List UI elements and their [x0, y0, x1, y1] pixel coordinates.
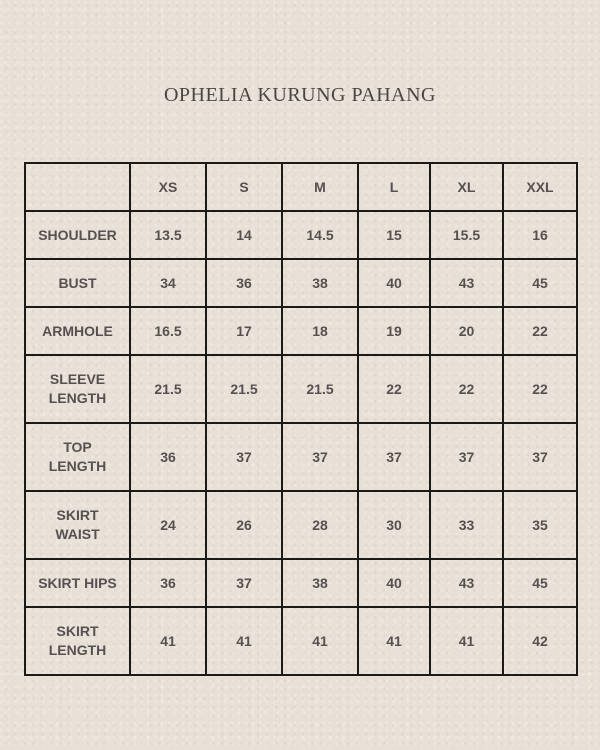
measurement-value: 26 — [206, 491, 282, 559]
measurement-value: 28 — [282, 491, 358, 559]
size-header-xxl: XXL — [503, 163, 577, 211]
measurement-value: 22 — [503, 355, 577, 423]
measurement-label — [25, 259, 130, 307]
label-line-2: WAIST — [55, 526, 100, 542]
measurement-value: 34 — [130, 259, 206, 307]
measurement-value: 41 — [130, 607, 206, 675]
label-line-2: LENGTH — [48, 390, 107, 406]
size-header-s: S — [206, 163, 282, 211]
measurement-label — [25, 355, 130, 423]
measurement-value: 38 — [282, 259, 358, 307]
measurement-value: 14.5 — [282, 211, 358, 259]
measurement-value: 43 — [430, 559, 503, 607]
measurement-value: 14 — [206, 211, 282, 259]
measurement-value: 37 — [206, 559, 282, 607]
label-line-1: SKIRT HIPS — [38, 574, 117, 591]
size-header-l: L — [358, 163, 430, 211]
measurement-value: 19 — [358, 307, 430, 355]
measurement-value: 45 — [503, 559, 577, 607]
measurement-value: 22 — [503, 307, 577, 355]
measurement-label — [25, 607, 130, 675]
measurement-value: 15.5 — [430, 211, 503, 259]
label-line-1: SKIRT — [56, 623, 99, 639]
label-line-1: SLEEVE — [49, 371, 106, 387]
measurement-value: 45 — [503, 259, 577, 307]
size-chart-table — [24, 162, 578, 676]
measurement-value: 21.5 — [282, 355, 358, 423]
measurement-value: 15 — [358, 211, 430, 259]
table-row — [25, 307, 577, 355]
corner-cell — [25, 163, 130, 211]
table-row — [25, 355, 577, 423]
label-line-2: LENGTH — [48, 642, 107, 658]
size-header-xl: XL — [430, 163, 503, 211]
measurement-value: 21.5 — [130, 355, 206, 423]
measurement-value: 22 — [358, 355, 430, 423]
label-line-2: LENGTH — [48, 458, 107, 474]
measurement-label — [25, 559, 130, 607]
measurement-value: 36 — [130, 559, 206, 607]
measurement-value: 22 — [430, 355, 503, 423]
header-row — [25, 163, 577, 211]
measurement-value: 21.5 — [206, 355, 282, 423]
table-row — [25, 559, 577, 607]
measurement-value: 36 — [130, 423, 206, 491]
table-row — [25, 607, 577, 675]
label-line-1: SHOULDER — [38, 226, 117, 243]
measurement-value: 41 — [430, 607, 503, 675]
measurement-value: 37 — [206, 423, 282, 491]
measurement-value: 37 — [358, 423, 430, 491]
measurement-value: 43 — [430, 259, 503, 307]
table-row — [25, 211, 577, 259]
measurement-value: 41 — [206, 607, 282, 675]
measurement-label — [25, 307, 130, 355]
measurement-value: 40 — [358, 559, 430, 607]
label-line-1: ARMHOLE — [42, 322, 113, 339]
measurement-value: 42 — [503, 607, 577, 675]
measurement-value: 20 — [430, 307, 503, 355]
size-header-xs: XS — [130, 163, 206, 211]
measurement-value: 18 — [282, 307, 358, 355]
measurement-value: 13.5 — [130, 211, 206, 259]
measurement-value: 35 — [503, 491, 577, 559]
measurement-label — [25, 211, 130, 259]
measurement-value: 16.5 — [130, 307, 206, 355]
measurement-value: 16 — [503, 211, 577, 259]
measurement-value: 30 — [358, 491, 430, 559]
measurement-value: 37 — [282, 423, 358, 491]
table-row — [25, 259, 577, 307]
label-line-1: SKIRT — [56, 507, 99, 523]
table-row — [25, 423, 577, 491]
table-row — [25, 491, 577, 559]
label-line-1: TOP — [63, 439, 92, 455]
measurement-value: 41 — [282, 607, 358, 675]
measurement-value: 38 — [282, 559, 358, 607]
measurement-value: 24 — [130, 491, 206, 559]
measurement-label — [25, 491, 130, 559]
size-header-m: M — [282, 163, 358, 211]
measurement-value: 37 — [430, 423, 503, 491]
measurement-value: 37 — [503, 423, 577, 491]
measurement-value: 41 — [358, 607, 430, 675]
measurement-value: 40 — [358, 259, 430, 307]
measurement-value: 33 — [430, 491, 503, 559]
measurement-label — [25, 423, 130, 491]
label-line-1: BUST — [58, 274, 97, 291]
measurement-value: 17 — [206, 307, 282, 355]
measurement-value: 36 — [206, 259, 282, 307]
chart-title: OPHELIA KURUNG PAHANG — [163, 84, 436, 106]
